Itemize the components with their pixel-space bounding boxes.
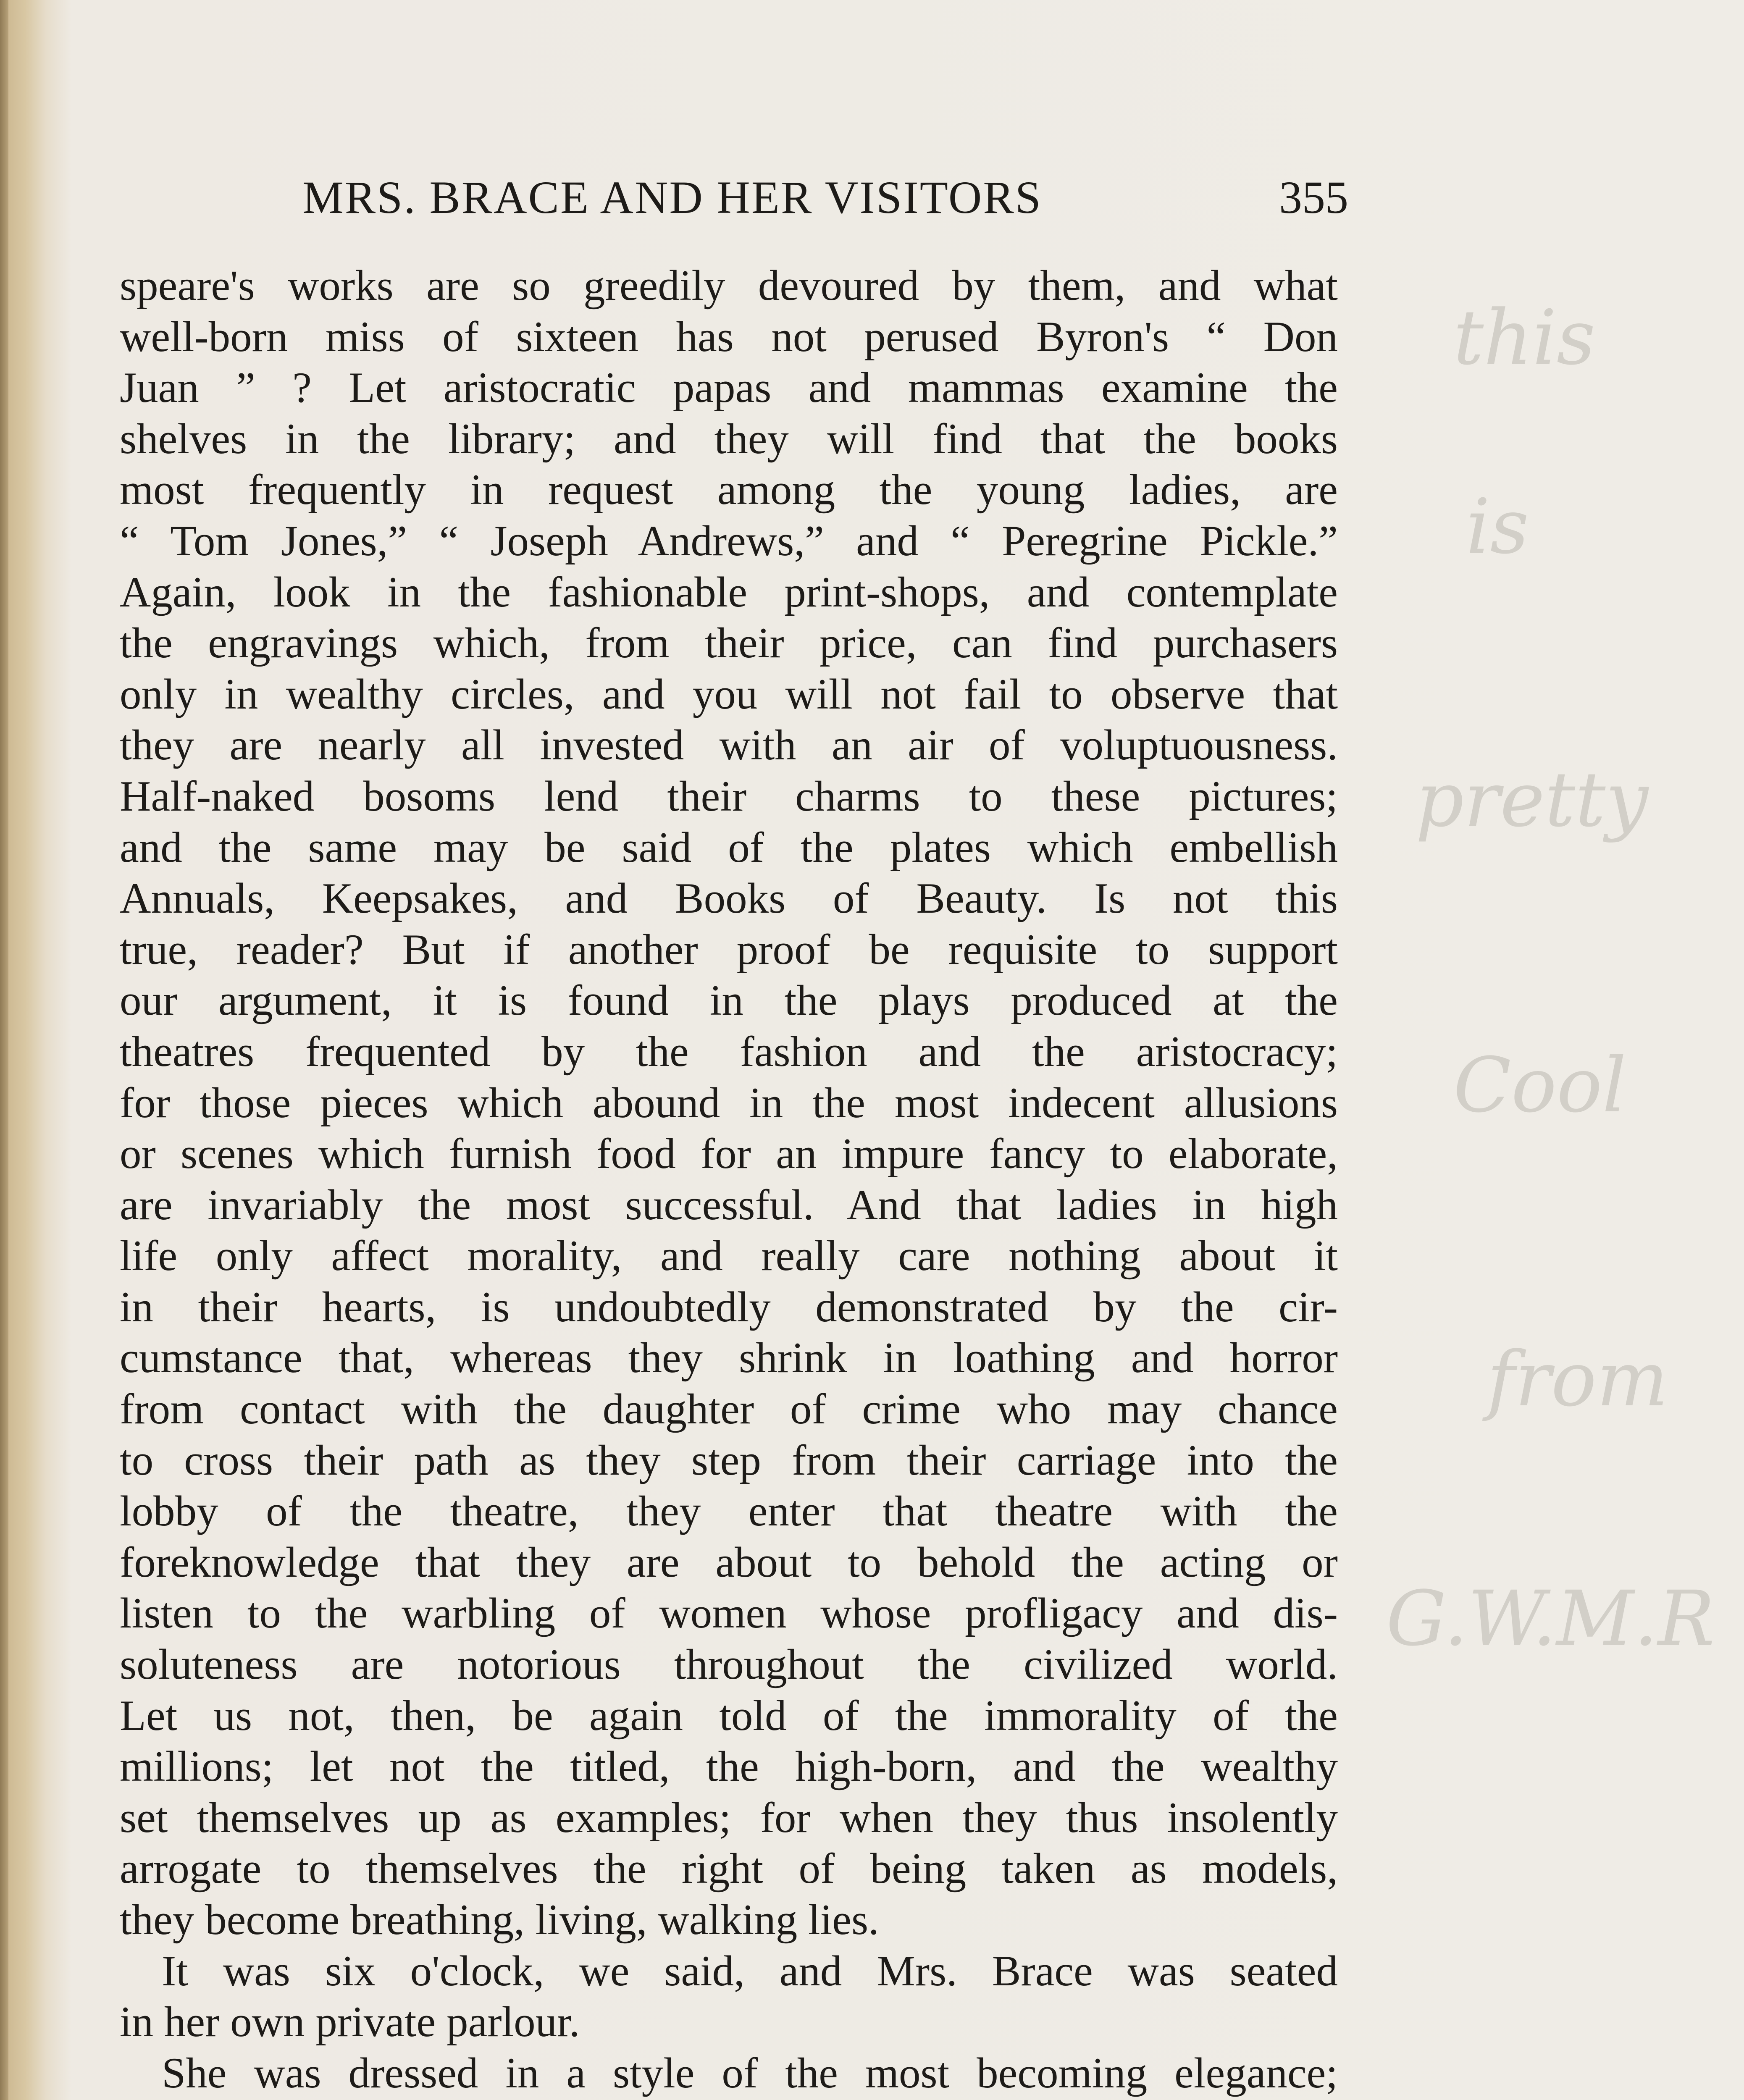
text-line: for those pieces which abound in the most indecent allusions [120,1079,1338,1127]
text-line: only in wealthy circles, and you will not fail to observe that [120,670,1338,718]
book-binding-edge [0,0,8,2100]
text-line: in her own private parlour. [120,1998,580,2046]
text-line: the engravings which, from their price, can find purchasers [120,619,1338,667]
text-line: She was dressed in a style of the most becoming elegance; [162,2049,1338,2097]
text-line: or scenes which furnish food for an impure fancy to elaborate, [120,1130,1338,1178]
text-line: Annuals, Keepsakes, and Books of Beauty. Is not this [120,874,1338,923]
text-line: listen to the warbling of women whose profligacy and dis- [120,1589,1338,1638]
text-line: most frequently in request among the young ladies, are [120,466,1338,514]
text-line: foreknowledge that they are about to behold the acting or [120,1538,1338,1586]
text-line: they become breathing, living, walking lies. [120,1896,879,1944]
body-text [120,260,1338,2100]
text-line: Let us not, then, be again told of the immorality of the [120,1691,1338,1740]
text-line: to cross their path as they step from their carriage into the [120,1436,1338,1484]
margin-note: pretty [1416,756,1649,844]
text-line: well-born miss of sixteen has not perused Byron's “ Don [120,312,1338,361]
text-line: speare's works are so greedily devoured by them, and what [120,262,1338,310]
text-line: Again, look in the fashionable print-shops, and contemplate [120,568,1338,616]
margin-note: from [1487,1336,1668,1423]
text-line: lobby of the theatre, they enter that theatre with the [120,1487,1338,1536]
text-line: theatres frequented by the fashion and the aristocracy; [120,1027,1338,1076]
margin-note: G.W.M.R [1386,1575,1715,1663]
text-line: true, reader? But if another proof be requisite to support [120,925,1338,974]
text-line: shelves in the library; and they will find that the books [120,415,1338,463]
text-line: millions; let not the titled, the high-born, and the wealthy [120,1743,1338,1791]
text-line: our argument, it is found in the plays produced at the [120,976,1338,1025]
text-line: they are nearly all invested with an air of voluptuousness. [120,721,1338,769]
margin-note: this [1453,294,1596,382]
text-line: It was six o'clock, we said, and Mrs. Brace was seated [162,1947,1338,1995]
text-line: Juan ” ? Let aristocratic papas and mammas examine the [120,364,1338,412]
margin-note: Cool [1453,1042,1627,1129]
text-line: from contact with the daughter of crime who may chance [120,1385,1338,1433]
text-line: set themselves up as examples; for when they thus insolently [120,1793,1338,1842]
text-line: life only affect morality, and really care nothing about it [120,1232,1338,1280]
text-line: in their hearts, is undoubtedly demonstrated by the cir- [120,1283,1338,1331]
text-line: and the same may be said of the plates which embellish [120,823,1338,872]
text-line: arrogate to themselves the right of being taken as models, [120,1845,1338,1893]
text-line: Half-naked bosoms lend their charms to these pictures; [120,772,1338,820]
text-line: cumstance that, whereas they shrink in loathing and horror [120,1334,1338,1382]
text-line: soluteness are notorious throughout the civilized world. [120,1641,1338,1689]
page-header [294,168,1348,227]
text-line: are invariably the most successful. And that ladies in high [120,1181,1338,1229]
text-line: “ Tom Jones,” “ Joseph Andrews,” and “ Peregrine Pickle.” [120,517,1338,565]
running-head: MRS. BRACE AND HER VISITORS [302,172,1042,223]
margin-note: is [1466,483,1529,571]
page-number: 355 [1279,172,1348,223]
